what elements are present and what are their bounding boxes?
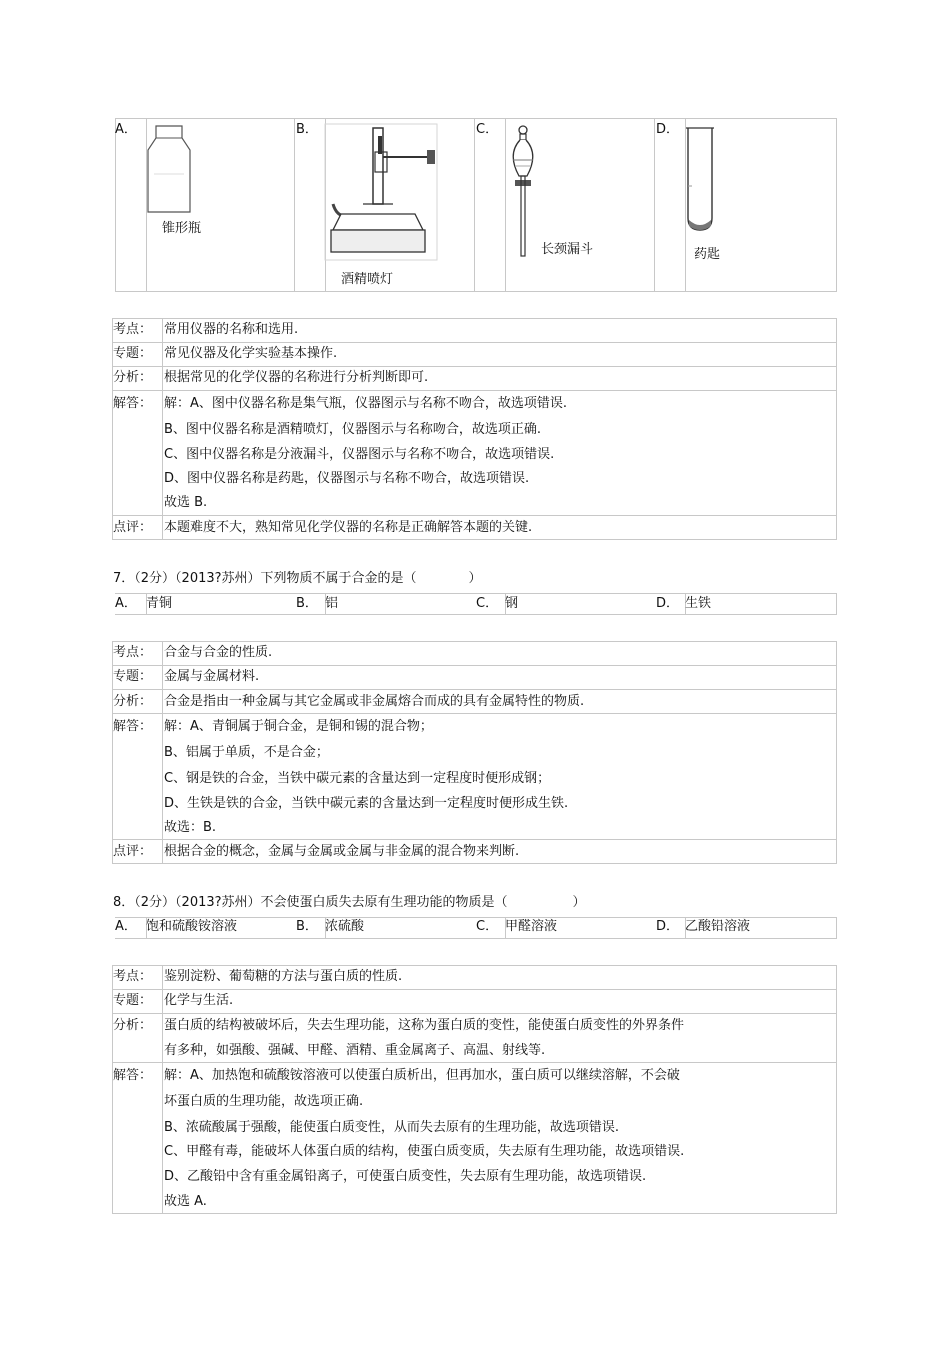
q7-jieda-line: C、钢是铁的合金，当铁中碳元素的含量达到一定程度时便形成钢； [164,771,551,786]
q8-jieda-line: C、甲醛有毒，能破坏人体蛋白质的结构，使蛋白质变质，失去原有生理功能，故选项错误. [164,1144,685,1159]
q6-option-b-letter: B． [296,122,318,137]
q7-jieda-line: B、铝属于单质，不是合金； [164,745,329,760]
q8-option-c: 甲醛溶液 [505,919,558,934]
q7-option-c: 钢 [505,596,519,611]
q6-fenxi-label: 分析： [113,370,153,385]
q6-option-d-letter: D． [656,122,680,137]
q6-zhuanti-label: 专题： [113,346,153,361]
q7-stem: 7．（2分）（2013?苏州）下列物质不属于合金的是（ ） [113,571,482,586]
q7-option-a: 青铜 [146,596,173,611]
q7-jieda-line: 解：A、青铜属于铜合金，是铜和锡的混合物； [164,719,433,734]
q8-zhuanti-label: 专题： [113,993,153,1008]
q6-option-c-caption: 长颈漏斗 [541,242,594,257]
q6-fenxi: 根据常见的化学仪器的名称进行分析判断即可. [164,370,429,385]
q8-option-b: 浓硫酸 [325,919,365,934]
q7-zhuanti: 金属与金属材料. [164,669,260,684]
q6-kaodian-label: 考点： [113,322,153,337]
q8-zhuanti: 化学与生活. [164,993,234,1008]
q8-option-b-letter: B． [296,919,318,934]
q8-kaodian-label: 考点： [113,969,153,984]
q7-kaodian: 合金与合金的性质. [164,645,273,660]
q8-option-a-letter: A． [115,919,137,934]
q6-jieda-line: B、图中仪器名称是酒精喷灯，仪器图示与名称吻合，故选项正确. [164,422,542,437]
q6-jieda-line: C、图中仪器名称是分液漏斗，仪器图示与名称不吻合，故选项错误. [164,447,555,462]
q8-kaodian: 鉴别淀粉、葡萄糖的方法与蛋白质的性质. [164,969,403,984]
q8-fenxi-line: 有多种，如强酸、强碱、甲醛、酒精、重金属离子、高温、射线等. [164,1043,546,1058]
separatory-funnel-icon [505,124,545,258]
q7-option-d-letter: D． [656,596,680,611]
q7-dianping: 根据合金的概念，金属与金属或金属与非金属的混合物来判断. [164,844,520,859]
q7-option-b: 铝 [325,596,339,611]
q8-fenxi-label: 分析： [113,1018,153,1033]
q7-kaodian-label: 考点： [113,645,153,660]
q6-zhuanti: 常见仪器及化学实验基本操作. [164,346,338,361]
q8-jieda-line: 坏蛋白质的生理功能，故选项正确. [164,1094,364,1109]
alcohol-burner-icon [323,124,439,264]
q8-option-a: 饱和硫酸铵溶液 [146,919,238,934]
q7-zhuanti-label: 专题： [113,669,153,684]
q8-option-c-letter: C． [476,919,499,934]
q7-dianping-label: 点评： [113,844,153,859]
q7-jieda-line: 故选：B. [164,820,217,835]
q7-jieda-line: D、生铁是铁的合金，当铁中碳元素的含量达到一定程度时便形成生铁. [164,796,569,811]
q8-jieda-line: B、浓硫酸属于强酸，能使蛋白质变性，从而失去原有的生理功能，故选项错误. [164,1120,620,1135]
q6-option-d-caption: 药匙 [694,247,721,262]
q6-option-a-caption: 锥形瓶 [162,221,202,236]
q7-option-c-letter: C． [476,596,499,611]
q7-jieda-label: 解答： [113,719,153,734]
q6-option-a-letter: A． [115,122,137,137]
q8-option-d-letter: D． [656,919,680,934]
q6-option-c-letter: C． [476,122,499,137]
q6-kaodian: 常用仪器的名称和选用. [164,322,299,337]
q6-dianping-label: 点评： [113,520,153,535]
q6-dianping: 本题难度不大，熟知常见化学仪器的名称是正确解答本题的关键. [164,520,533,535]
q6-jieda-line: 故选 B. [164,495,208,510]
q6-jieda-line: D、图中仪器名称是药匙，仪器图示与名称不吻合，故选项错误. [164,471,530,486]
q6-jieda-line: 解：A、图中仪器名称是集气瓶，仪器图示与名称不吻合，故选项错误. [164,396,568,411]
q6-jieda-label: 解答： [113,396,153,411]
q6-option-b-caption: 酒精喷灯 [341,272,394,287]
q8-fenxi-line: 蛋白质的结构被破坏后，失去生理功能，这称为蛋白质的变性，能使蛋白质变性的外界条件 [164,1018,685,1033]
gas-bottle-icon [146,124,194,214]
test-tube-icon [684,126,716,234]
q7-option-d: 生铁 [685,596,712,611]
q8-jieda-label: 解答： [113,1068,153,1083]
q7-fenxi-label: 分析： [113,694,153,709]
q8-jieda-line: 解：A、加热饱和硫酸铵溶液可以使蛋白质析出，但再加水，蛋白质可以继续溶解，不会破 [164,1068,680,1083]
q8-option-d: 乙酸铅溶液 [685,919,751,934]
q7-option-a-letter: A． [115,596,137,611]
q8-jieda-line: 故选 A. [164,1194,207,1209]
q8-jieda-line: D、乙酸铅中含有重金属铅离子，可使蛋白质变性，失去原有生理功能，故选项错误. [164,1169,647,1184]
q8-stem: 8．（2分）（2013?苏州）不会使蛋白质失去原有生理功能的物质是（ ） [113,895,586,910]
q7-fenxi: 合金是指由一种金属与其它金属或非金属熔合而成的具有金属特性的物质. [164,694,585,709]
q7-option-b-letter: B． [296,596,318,611]
